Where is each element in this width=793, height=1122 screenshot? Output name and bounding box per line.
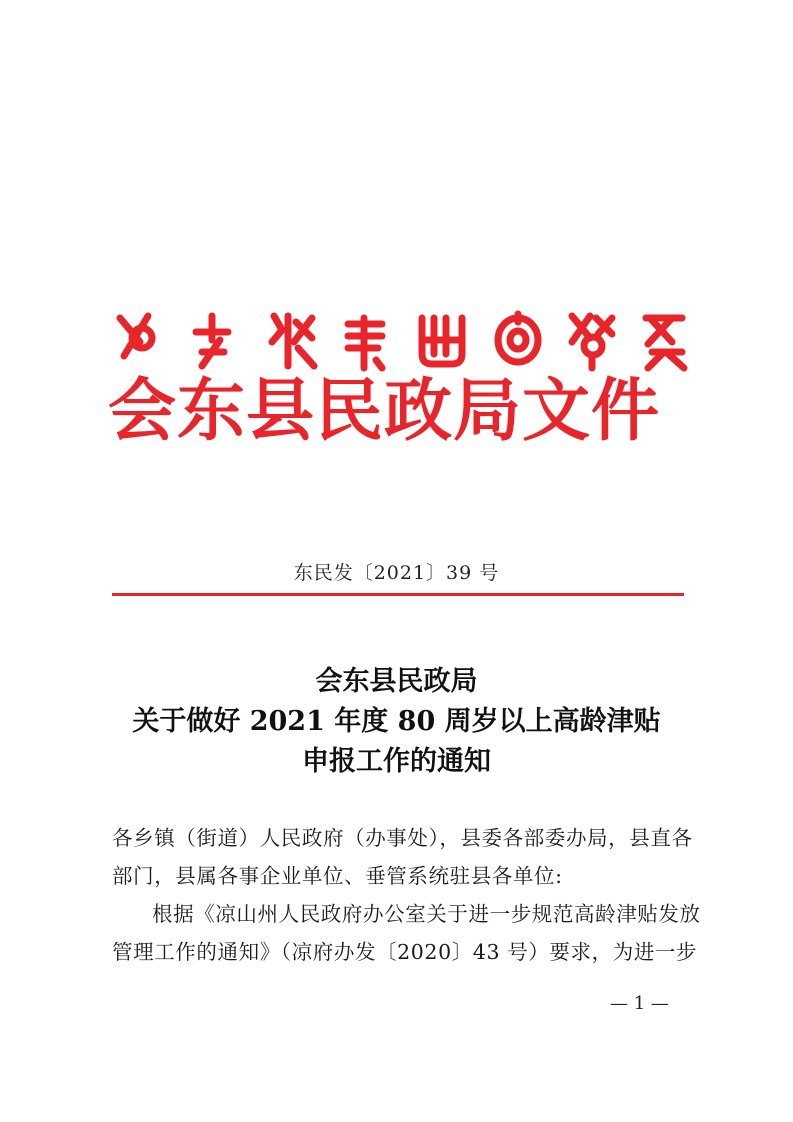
document-number: 东民发〔2021〕39 号 (293, 562, 500, 584)
paragraph-1-line-2: 管理工作的通知》（凉府办发〔2020〕43 号）要求，为进一步 (112, 940, 698, 964)
yi-script-glyphs (110, 306, 690, 372)
yi-glyph-7 (572, 316, 612, 368)
yi-glyph-6 (498, 314, 538, 362)
title-line-3: 申报工作的通知 (302, 746, 491, 777)
page-number: — 1 — (610, 993, 669, 1014)
yi-glyph-5 (422, 318, 462, 364)
yi-script-header (110, 306, 690, 372)
yi-glyph-8 (646, 318, 684, 368)
yi-glyph-2 (196, 316, 228, 366)
title-line-1: 会东县民政局 (315, 666, 478, 697)
document-title (0, 662, 793, 782)
masthead-title: 会东县民政局文件 (108, 372, 661, 451)
addressee-line-2: 部门，县属各事企业单位、垂管系统驻县各单位: (112, 864, 563, 888)
addressee-line-1: 各乡镇（街道）人民政府（办事处），县委各部委办局，县直各 (112, 826, 693, 850)
red-divider-line (112, 593, 684, 596)
yi-glyph-3 (272, 316, 314, 366)
paragraph-1-line-1: 根据《凉山州人民政府办公室关于进一步规范高龄津贴发放 (152, 902, 701, 926)
document-body (112, 819, 701, 971)
yi-glyph-1 (120, 316, 152, 356)
yi-glyph-4 (348, 318, 382, 368)
title-line-2: 关于做好 2021 年度 80 周岁以上高龄津贴 (132, 706, 661, 737)
